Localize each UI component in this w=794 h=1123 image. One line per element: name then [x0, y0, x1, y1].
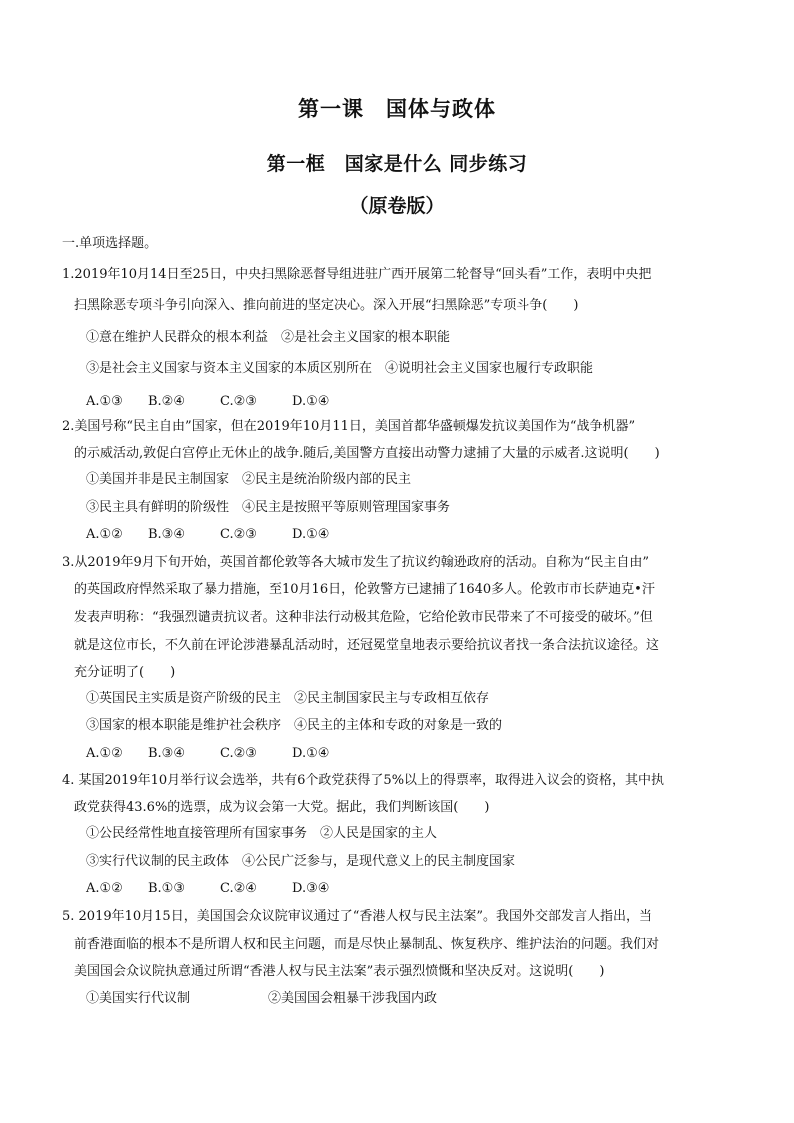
- question-stem-line: 的示威活动,敦促白宫停止无休止的战争.随后,美国警方直接出动警力逮捕了大量的示威者.这说明( ): [74, 446, 660, 461]
- option-statements: ③民主具有鲜明的阶级性 ④民主是按照平等原则管理国家事务: [86, 500, 451, 515]
- question-stem-line: 充分证明了( ): [74, 665, 176, 680]
- answer-choice-c[interactable]: C.②③: [220, 746, 257, 761]
- option-statements: ③是社会主义国家与资本主义国家的本质区别所在 ④说明社会主义国家也履行专政职能: [86, 361, 594, 376]
- answer-choice-c[interactable]: C.②④: [220, 881, 257, 896]
- question-stem-line: 5. 2019年10月15日，美国国会众议院审议通过了“香港人权与民主法案”。我国外交部发言人指出，当: [62, 909, 652, 924]
- option-statements: ①美国并非是民主制国家 ②民主是统治阶级内部的民主: [86, 472, 412, 487]
- option-statements: ①公民经常性地直接管理所有国家事务 ②人民是国家的主人: [86, 826, 438, 841]
- answer-choices: [86, 527, 352, 543]
- answer-choice-a[interactable]: A.①③: [86, 394, 123, 409]
- question-stem-line: 4. 某国2019年10月举行议会选举，共有6个政党获得了5%以上的得票率，取得进入议会的资格，其中执: [62, 773, 665, 788]
- question-stem-line: 就是这位市长，不久前在评论涉港暴乱活动时，还冠冕堂皇地表示要给抗议者找一条合法抗议途径。这: [74, 638, 660, 653]
- question-stem-line: 1.2019年10月14日至25日，中央扫黑除恶督导组进驻广西开展第二轮督导“回头看”工作，表明中央把: [62, 267, 652, 282]
- question-stem-line: 发表声明称：“我强烈谴责抗议者。这种非法行动极其危险，它给伦敦市民带来了不可接受的破坏。”但: [74, 610, 653, 625]
- option-statement: ②美国国会粗暴干涉我国内政: [268, 991, 438, 1006]
- answer-choice-b[interactable]: B.①③: [148, 881, 185, 896]
- version-label: （原卷版）: [349, 195, 445, 217]
- answer-choice-b[interactable]: B.③④: [148, 746, 185, 761]
- lesson-title: 第一课 国体与政体: [298, 97, 496, 121]
- option-statements: ①意在维护人民群众的根本利益 ②是社会主义国家的根本职能: [86, 330, 451, 345]
- answer-choices: [86, 746, 352, 762]
- section-title: 第一框 国家是什么 同步练习: [266, 153, 528, 175]
- question-stem-line: 前香港面临的根本不是所谓人权和民主问题，而是尽快止暴制乱、恢复秩序、维护法治的问题。我们对: [74, 937, 660, 952]
- question-stem-line: 扫黑除恶专项斗争引向深入、推向前进的坚定决心。深入开展“扫黑除恶”专项斗争( ): [74, 298, 579, 313]
- question-stem-line: 的英国政府悍然采取了暴力措施，至10月16日，伦敦警方已逮捕了1640多人。伦敦市市长萨迪克•汗: [74, 582, 655, 597]
- answer-choice-a[interactable]: A.①②: [86, 527, 123, 542]
- section-heading: 一.单项选择题。: [62, 236, 158, 251]
- answer-choice-d[interactable]: D.①④: [292, 746, 330, 761]
- option-statements: ③实行代议制的民主政体 ④公民广泛参与，是现代意义上的民主制度国家: [86, 854, 516, 869]
- option-statement: ①美国实行代议制: [86, 991, 191, 1006]
- answer-choices: [86, 881, 352, 897]
- question-stem-line: 2.美国号称“民主自由”国家，但在2019年10月11日，美国首都华盛顿爆发抗议美国作为“战争机器”: [62, 419, 636, 434]
- question-stem-line: 政党获得43.6%的选票，成为议会第一大党。据此，我们判断该国( ): [74, 800, 490, 815]
- option-statements: ③国家的根本职能是维护社会秩序 ④民主的主体和专政的对象是一致的: [86, 718, 503, 733]
- question-stem-line: 3.从2019年9月下旬开始，英国首都伦敦等各大城市发生了抗议约翰逊政府的活动。自称为“民主自由”: [62, 555, 650, 570]
- answer-choice-c[interactable]: C.②③: [220, 394, 257, 409]
- answer-choice-b[interactable]: B.②④: [148, 394, 185, 409]
- answer-choice-a[interactable]: A.①②: [86, 881, 123, 896]
- answer-choice-a[interactable]: A.①②: [86, 746, 123, 761]
- question-stem-line: 美国国会众议院执意通过所谓“香港人权与民主法案”表示强烈愤慨和坚决反对。这说明( ): [74, 964, 605, 979]
- answer-choice-d[interactable]: D.①④: [292, 394, 330, 409]
- answer-choice-b[interactable]: B.③④: [148, 527, 185, 542]
- option-statements: ①英国民主实质是资产阶级的民主 ②民主制国家民主与专政相互依存: [86, 691, 490, 706]
- answer-choice-d[interactable]: D.③④: [292, 881, 330, 896]
- answer-choice-c[interactable]: C.②③: [220, 527, 257, 542]
- answer-choices: [86, 394, 352, 410]
- answer-choice-d[interactable]: D.①④: [292, 527, 330, 542]
